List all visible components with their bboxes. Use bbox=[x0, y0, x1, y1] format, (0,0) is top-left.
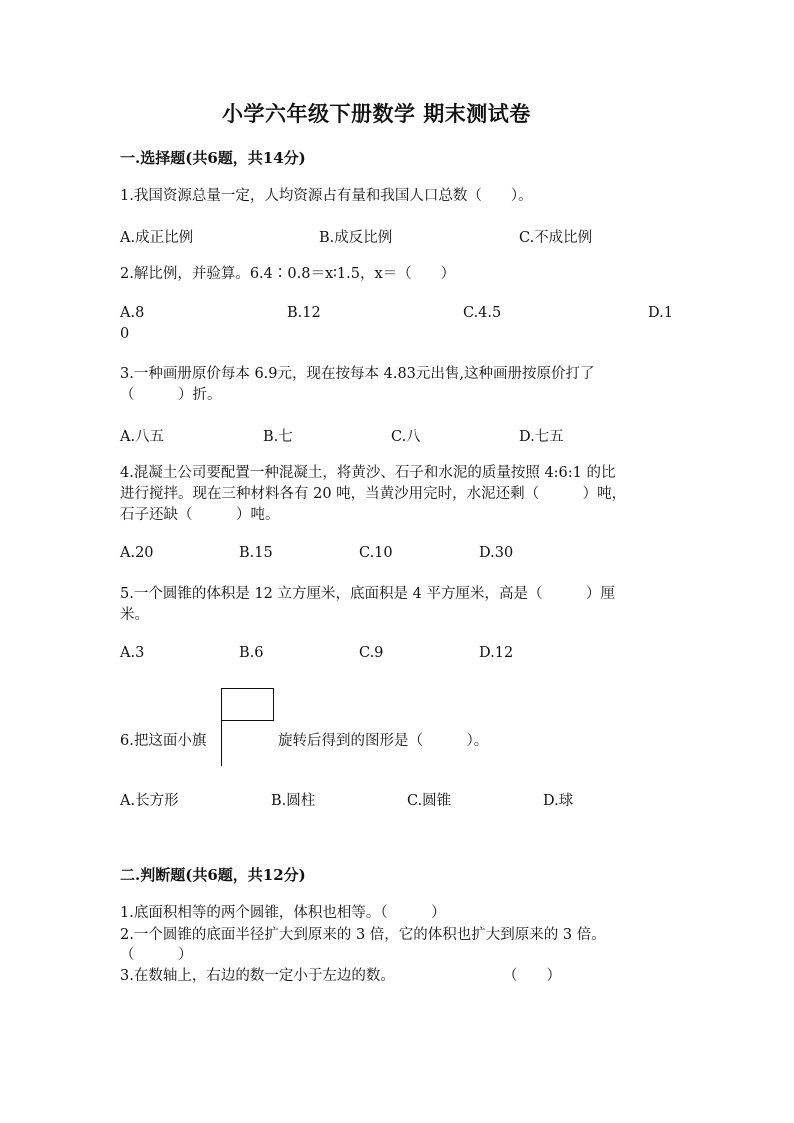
question-1-text: 1.我国资源总量一定，人均资源占有量和我国人口总数（ ）。 bbox=[120, 188, 533, 204]
question-3-option-c: C.八 bbox=[391, 429, 421, 445]
question-4-line-1: 4.混凝土公司要配置一种混凝土，将黄沙、石子和水泥的质量按照 4:6:1 的比 bbox=[120, 465, 616, 481]
question-5-option-a: A.3 bbox=[120, 645, 145, 661]
question-4-line-3: 石子还缺（ ）吨。 bbox=[120, 507, 280, 523]
question-3-option-d: D.七五 bbox=[519, 429, 564, 445]
question-5-option-d: D.12 bbox=[479, 645, 514, 661]
section-heading-judgement: 二.判断题(共6题，共12分) bbox=[120, 866, 306, 884]
question-2-option-d-wrap: 0 bbox=[120, 326, 130, 342]
question-3-option-b: B.七 bbox=[263, 429, 293, 445]
question-2-option-c: C.4.5 bbox=[463, 305, 502, 321]
question-3-line-1: 3.一种画册原价每本 6.9元，现在按每本 4.83元出售,这种画册按原价打了 bbox=[120, 366, 595, 382]
question-3-option-a: A.八五 bbox=[120, 429, 165, 445]
question-5-line-2: 米。 bbox=[120, 607, 149, 623]
question-4-option-d: D.30 bbox=[479, 545, 514, 561]
judgement-item-2-line-1: 2.一个圆锥的底面半径扩大到原来的 3 倍，它的体积也扩大到原来的 3 倍。 bbox=[120, 927, 606, 943]
question-4-option-b: B.15 bbox=[239, 545, 273, 561]
judgement-item-1: 1.底面积相等的两个圆锥，体积也相等。（ ） bbox=[120, 905, 446, 921]
question-4-option-a: A.20 bbox=[120, 545, 154, 561]
question-6-option-c: C.圆锥 bbox=[407, 793, 452, 809]
question-2-option-b: B.12 bbox=[287, 305, 321, 321]
flag-banner bbox=[221, 688, 274, 721]
section-heading-choice: 一.选择题(共6题，共14分) bbox=[120, 149, 306, 167]
question-1-option-c: C.不成比例 bbox=[519, 230, 593, 246]
judgement-item-3-blank: （ ） bbox=[503, 968, 561, 984]
question-6-prefix: 6.把这面小旗 bbox=[120, 733, 207, 749]
page-title: 小学六年级下册数学 期末测试卷 bbox=[222, 101, 531, 126]
question-5-option-c: C.9 bbox=[359, 645, 384, 661]
question-2-option-a: A.8 bbox=[120, 305, 145, 321]
question-5-line-1: 5.一个圆锥的体积是 12 立方厘米，底面积是 4 平方厘米，高是（ ）厘 bbox=[120, 586, 615, 602]
question-1-option-a: A.成正比例 bbox=[120, 230, 194, 246]
question-6-option-b: B.圆柱 bbox=[271, 793, 316, 809]
question-3-line-2: （ ）折。 bbox=[120, 387, 222, 403]
judgement-item-2-line-2: （ ） bbox=[120, 947, 193, 963]
judgement-item-3: 3.在数轴上，右边的数一定小于左边的数。 bbox=[120, 968, 395, 984]
question-4-line-2: 进行搅拌。现在三种材料各有 20 吨，当黄沙用完时，水泥还剩（ ）吨， bbox=[120, 486, 627, 502]
question-1-option-b: B.成反比例 bbox=[319, 230, 393, 246]
question-6-option-a: A.长方形 bbox=[120, 793, 179, 809]
question-6-suffix: 旋转后得到的图形是（ ）。 bbox=[278, 733, 489, 749]
question-5-option-b: B.6 bbox=[239, 645, 264, 661]
question-2-text: 2.解比例，并验算。6.4∶0.8＝x∶1.5，x＝（ ） bbox=[120, 266, 456, 282]
question-4-option-c: C.10 bbox=[359, 545, 393, 561]
question-6-option-d: D.球 bbox=[543, 793, 574, 809]
question-2-option-d: D.1 bbox=[648, 305, 673, 321]
